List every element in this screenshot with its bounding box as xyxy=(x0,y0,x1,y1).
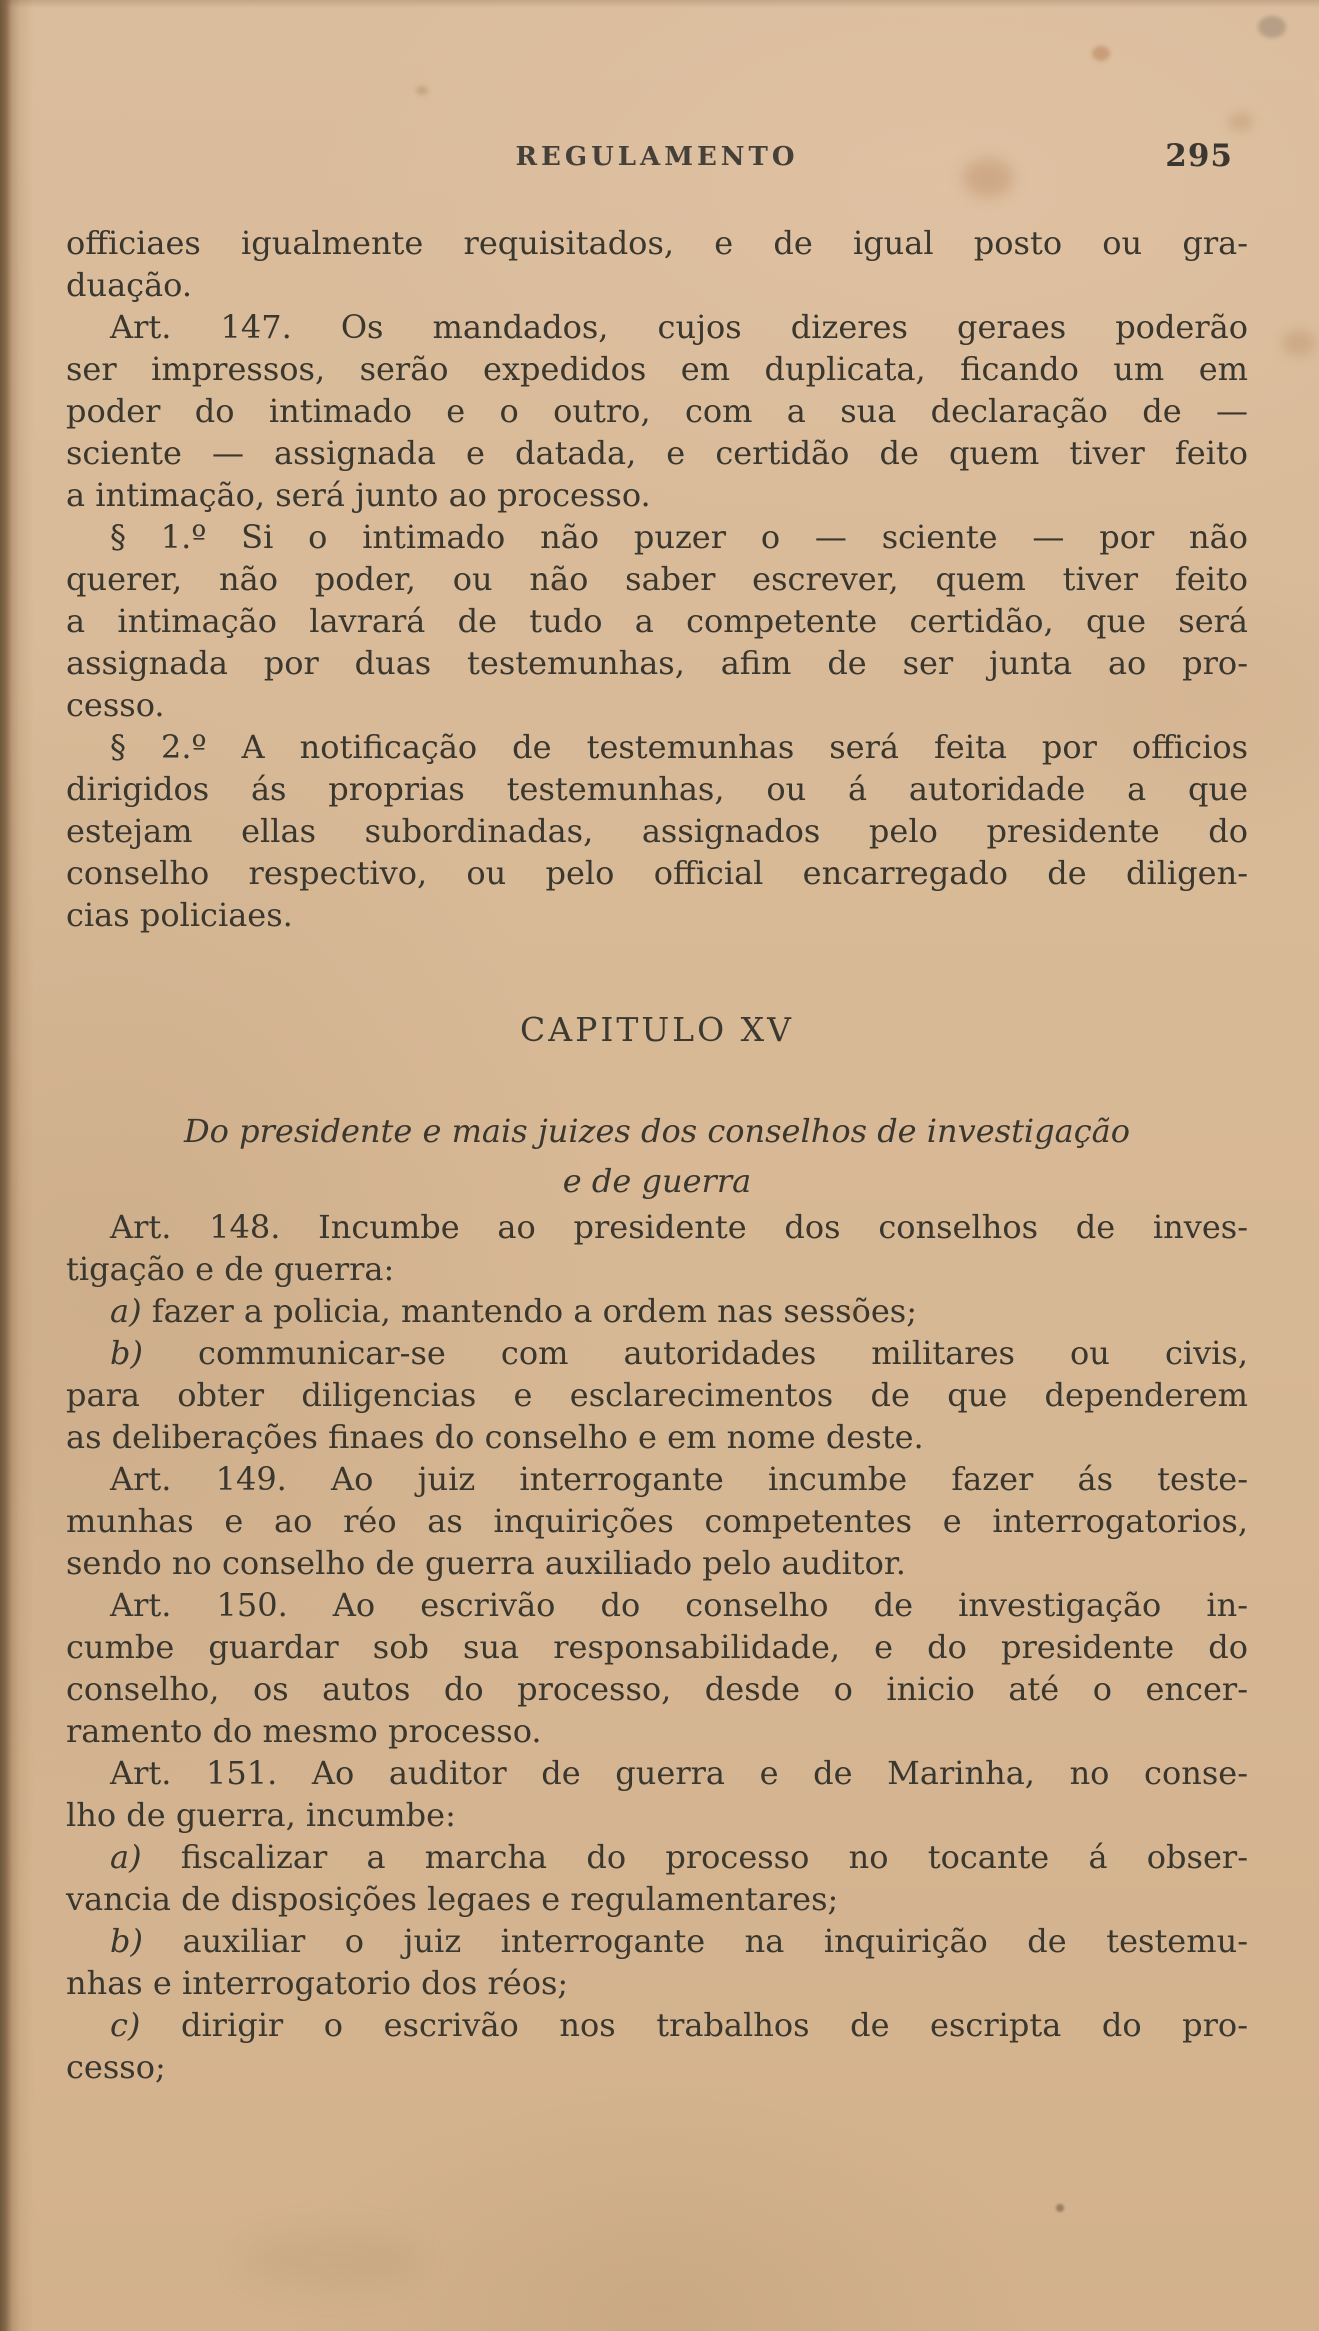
paragraph-art-149 xyxy=(66,1458,1248,1584)
paper-stain xyxy=(240,2230,420,2290)
paper-stain xyxy=(1228,112,1254,132)
running-head xyxy=(65,138,1249,182)
text-line: duação. xyxy=(66,266,193,304)
paper-stain xyxy=(416,86,428,95)
text-line: munhas e ao réo as inquirições competentes e interrogatorios, xyxy=(66,1502,1248,1540)
paper-stain xyxy=(1092,46,1110,61)
text-line: Art. 149. Ao juiz interrogante incumbe fazer ás teste- xyxy=(110,1460,1248,1498)
text-line: poder do intimado e o outro, com a sua declaração de — xyxy=(66,392,1248,430)
text-line: Art. 148. Incumbe ao presidente dos conselhos de inves- xyxy=(110,1208,1248,1246)
paragraph-art-148-item-a xyxy=(66,1290,1248,1332)
text-line: sendo no conselho de guerra auxiliado pelo auditor. xyxy=(66,1544,906,1582)
text-line: vancia de disposições legaes e regulamentares; xyxy=(66,1880,839,1918)
paragraph-art-151-item-c xyxy=(66,2004,1248,2088)
text-line: c) dirigir o escrivão nos trabalhos de escripta do pro- xyxy=(110,2006,1248,2044)
text-line: a) fiscalizar a marcha do processo no tocante á obser- xyxy=(110,1838,1248,1876)
running-header-title: REGULAMENTO xyxy=(515,142,799,172)
text-line: dirigidos ás proprias testemunhas, ou á autoridade a que xyxy=(66,770,1248,808)
page-binding-edge xyxy=(0,0,34,2331)
paragraph-art-151-item-a xyxy=(66,1836,1248,1920)
text-line: a intimação, será junto ao processo. xyxy=(66,476,651,514)
text-line: cesso. xyxy=(66,686,165,724)
text-line: a) fazer a policia, mantendo a ordem nas sessões; xyxy=(110,1292,917,1330)
paragraph-art-147-par-2 xyxy=(66,726,1248,936)
text-line: § 1.º Si o intimado não puzer o — sciente — por não xyxy=(110,518,1248,556)
paragraph-art-147 xyxy=(66,306,1248,516)
text-line: Art. 147. Os mandados, cujos dizeres geraes poderão xyxy=(110,308,1248,346)
text-line: conselho, os autos do processo, desde o inicio até o encer- xyxy=(66,1670,1248,1708)
text-line: b) communicar-se com autoridades militares ou civis, xyxy=(110,1334,1248,1372)
text-line: lho de guerra, incumbe: xyxy=(66,1796,456,1834)
text-line: para obter diligencias e esclarecimentos de que dependerem xyxy=(66,1376,1248,1414)
text-line: tigação e de guerra: xyxy=(66,1250,395,1288)
text-line: ramento do mesmo processo. xyxy=(66,1712,542,1750)
text-line: querer, não poder, ou não saber escrever, quem tiver feito xyxy=(66,560,1248,598)
text-line: Art. 150. Ao escrivão do conselho de investigação in- xyxy=(110,1586,1248,1624)
text-line: e de guerra xyxy=(562,1162,752,1200)
text-line: assignada por duas testemunhas, afim de ser junta ao pro- xyxy=(66,644,1248,682)
paragraph-art-147-par-1 xyxy=(66,516,1248,726)
paper-stain xyxy=(1258,16,1286,38)
text-line: as deliberações finaes do conselho e em nome deste. xyxy=(66,1418,924,1456)
text-line: cumbe guardar sob sua responsabilidade, e do presidente do xyxy=(66,1628,1248,1666)
paragraph-art-150 xyxy=(66,1584,1248,1752)
text-line: b) auxiliar o juiz interrogante na inquirição de testemu- xyxy=(110,1922,1248,1960)
page-text-content xyxy=(66,222,1248,2088)
text-line: cesso; xyxy=(66,2048,166,2086)
text-line: § 2.º A notificação de testemunhas será feita por officios xyxy=(110,728,1248,766)
page-number: 295 xyxy=(1165,138,1233,174)
text-line: Do presidente e mais juizes dos conselhos de investigação xyxy=(184,1112,1130,1150)
paragraph-art-148 xyxy=(66,1206,1248,1290)
text-line: CAPITULO XV xyxy=(520,1010,794,1049)
paragraph-art-151 xyxy=(66,1752,1248,1836)
text-line: ser impressos, serão expedidos em duplicata, ficando um em xyxy=(66,350,1248,388)
text-line: Art. 151. Ao auditor de guerra e de Marinha, no conse- xyxy=(110,1754,1248,1792)
text-line: a intimação lavrará de tudo a competente certidão, que será xyxy=(66,602,1248,640)
text-line: conselho respectivo, ou pelo official encarregado de diligen- xyxy=(66,854,1248,892)
text-line: estejam ellas subordinadas, assignados pelo presidente do xyxy=(66,812,1248,850)
paragraph-art-151-item-b xyxy=(66,1920,1248,2004)
text-line: cias policiaes. xyxy=(66,896,293,934)
paragraph-continuation xyxy=(66,222,1248,306)
chapter-xv-heading xyxy=(66,1009,1248,1051)
page-top-shadow xyxy=(0,0,1319,8)
text-line: sciente — assignada e datada, e certidão de quem tiver feito xyxy=(66,434,1248,472)
paragraph-art-148-item-b xyxy=(66,1332,1248,1458)
text-line: officiaes igualmente requisitados, e de igual posto ou gra- xyxy=(66,224,1248,262)
chapter-xv-subtitle xyxy=(66,1106,1248,1206)
paper-stain xyxy=(1282,330,1316,356)
paper-stain xyxy=(1056,2204,1064,2212)
text-line: nhas e interrogatorio dos réos; xyxy=(66,1964,569,2002)
